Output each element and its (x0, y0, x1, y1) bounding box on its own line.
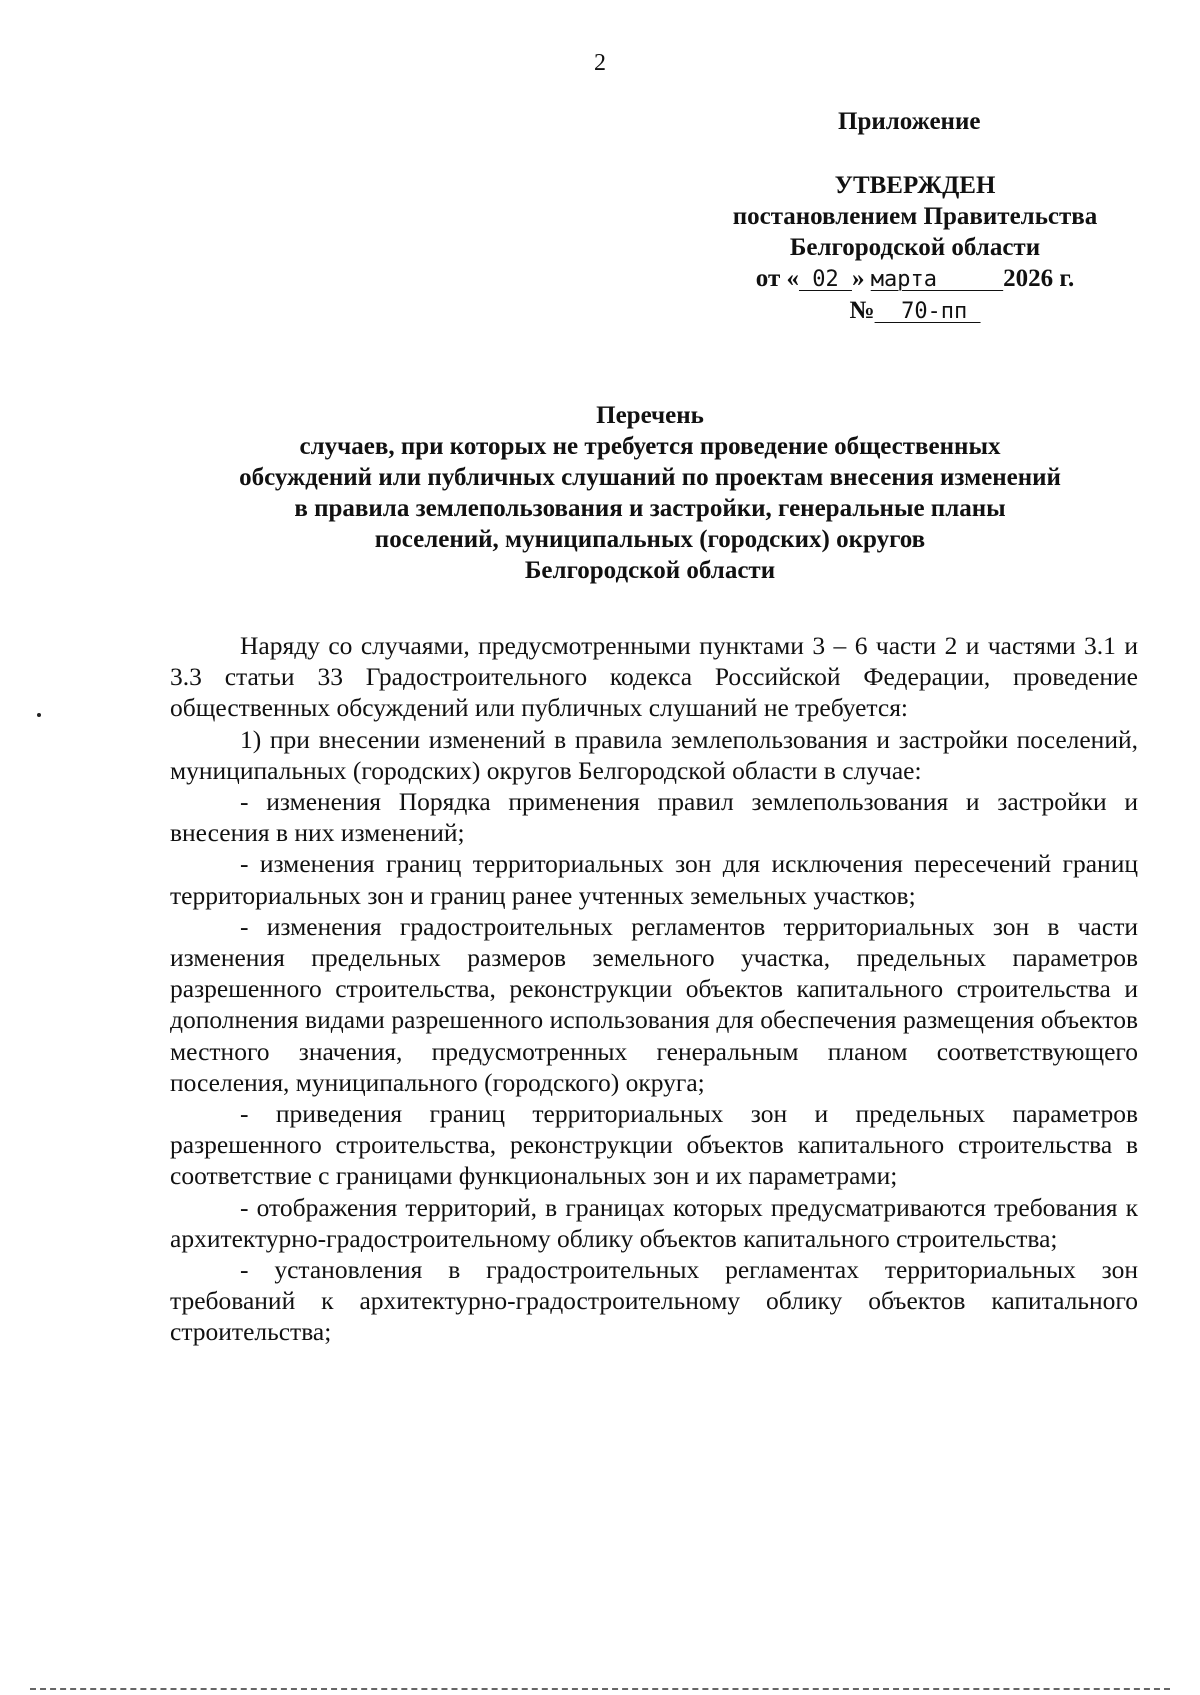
approval-authority: постановлением Правительства (732, 203, 1098, 230)
item-1-paragraph: 1) при внесении изменений в правила землепользования и застройки поселений, муниципальных (городских) округов Белгородской области в случае: (170, 724, 1138, 785)
title-line-4: поселений, муниципальных (городских) округов (374, 526, 926, 553)
date-prefix: от « (755, 265, 799, 292)
approval-date (690, 263, 1140, 295)
approval-number (690, 295, 1140, 327)
list-item: - изменения границ территориальных зон для исключения пересечений границ территориальных зон и границ ранее учтенных земельных участков; (170, 849, 1138, 910)
list-item: - отображения территорий, в границах которых предусматриваются требования к архитектурно-градостроительному облику объектов капитального строительства; (170, 1192, 1138, 1253)
title-line-5: Белгородской области (524, 557, 776, 584)
number-value: 70-пп (874, 299, 981, 324)
list-item: - изменения градостроительных регламентов территориальных зон в части изменения предельных размеров земельного участка, предельных параметров разрешенного строительства, реконструкции объектов капитального строительства и дополнения видами разрешенного использования для обеспечения размещения объектов местного значения, предусмотренных генеральным планом соответствующего поселения, муниципального (городского) округа; (170, 911, 1138, 1097)
title-line-2: обсуждений или публичных слушаний по проектам внесения изменений (239, 464, 1061, 491)
list-item: - приведения границ территориальных зон и предельных параметров разрешенного строительства, реконструкции объектов капитального строительства в соответствие с границами функциональных зон и их параметрами; (170, 1099, 1138, 1191)
number-prefix: № (849, 297, 875, 324)
page-number: 2 (594, 50, 606, 76)
title-line-1: случаев, при которых не требуется проведение общественных (299, 433, 1001, 460)
approval-block (690, 170, 1140, 327)
date-year: 2026 г. (1003, 265, 1075, 292)
scan-edge-line (30, 1688, 1170, 1690)
date-mid: » (851, 265, 871, 292)
appendix-label: Приложение (838, 108, 981, 135)
list-item: - изменения Порядка применения правил землепользования и застройки и внесения в них изменений; (170, 787, 1138, 848)
margin-dot (37, 713, 41, 717)
intro-paragraph: Наряду со случаями, предусмотренными пунктами 3 – 6 части 2 и частями 3.1 и 3.3 статьи 33 Градостроительного кодекса Российской Федерации, проведение общественных обсуждений или публичных слушаний не требуется: (170, 631, 1138, 723)
document-body (170, 630, 1138, 1348)
date-month: марта (870, 267, 1004, 292)
approval-region: Белгородской области (789, 234, 1041, 261)
list-item: - установления в градостроительных регламентах территориальных зон требований к архитектурно-градостроительному облику объектов капитального строительства; (170, 1255, 1138, 1347)
document-title (150, 400, 1150, 586)
title-heading: Перечень (596, 402, 704, 429)
date-day: 02 (798, 267, 852, 292)
approval-title: УТВЕРЖДЕН (834, 172, 996, 199)
title-line-3: в правила землепользования и застройки, генеральные планы (294, 495, 1006, 522)
